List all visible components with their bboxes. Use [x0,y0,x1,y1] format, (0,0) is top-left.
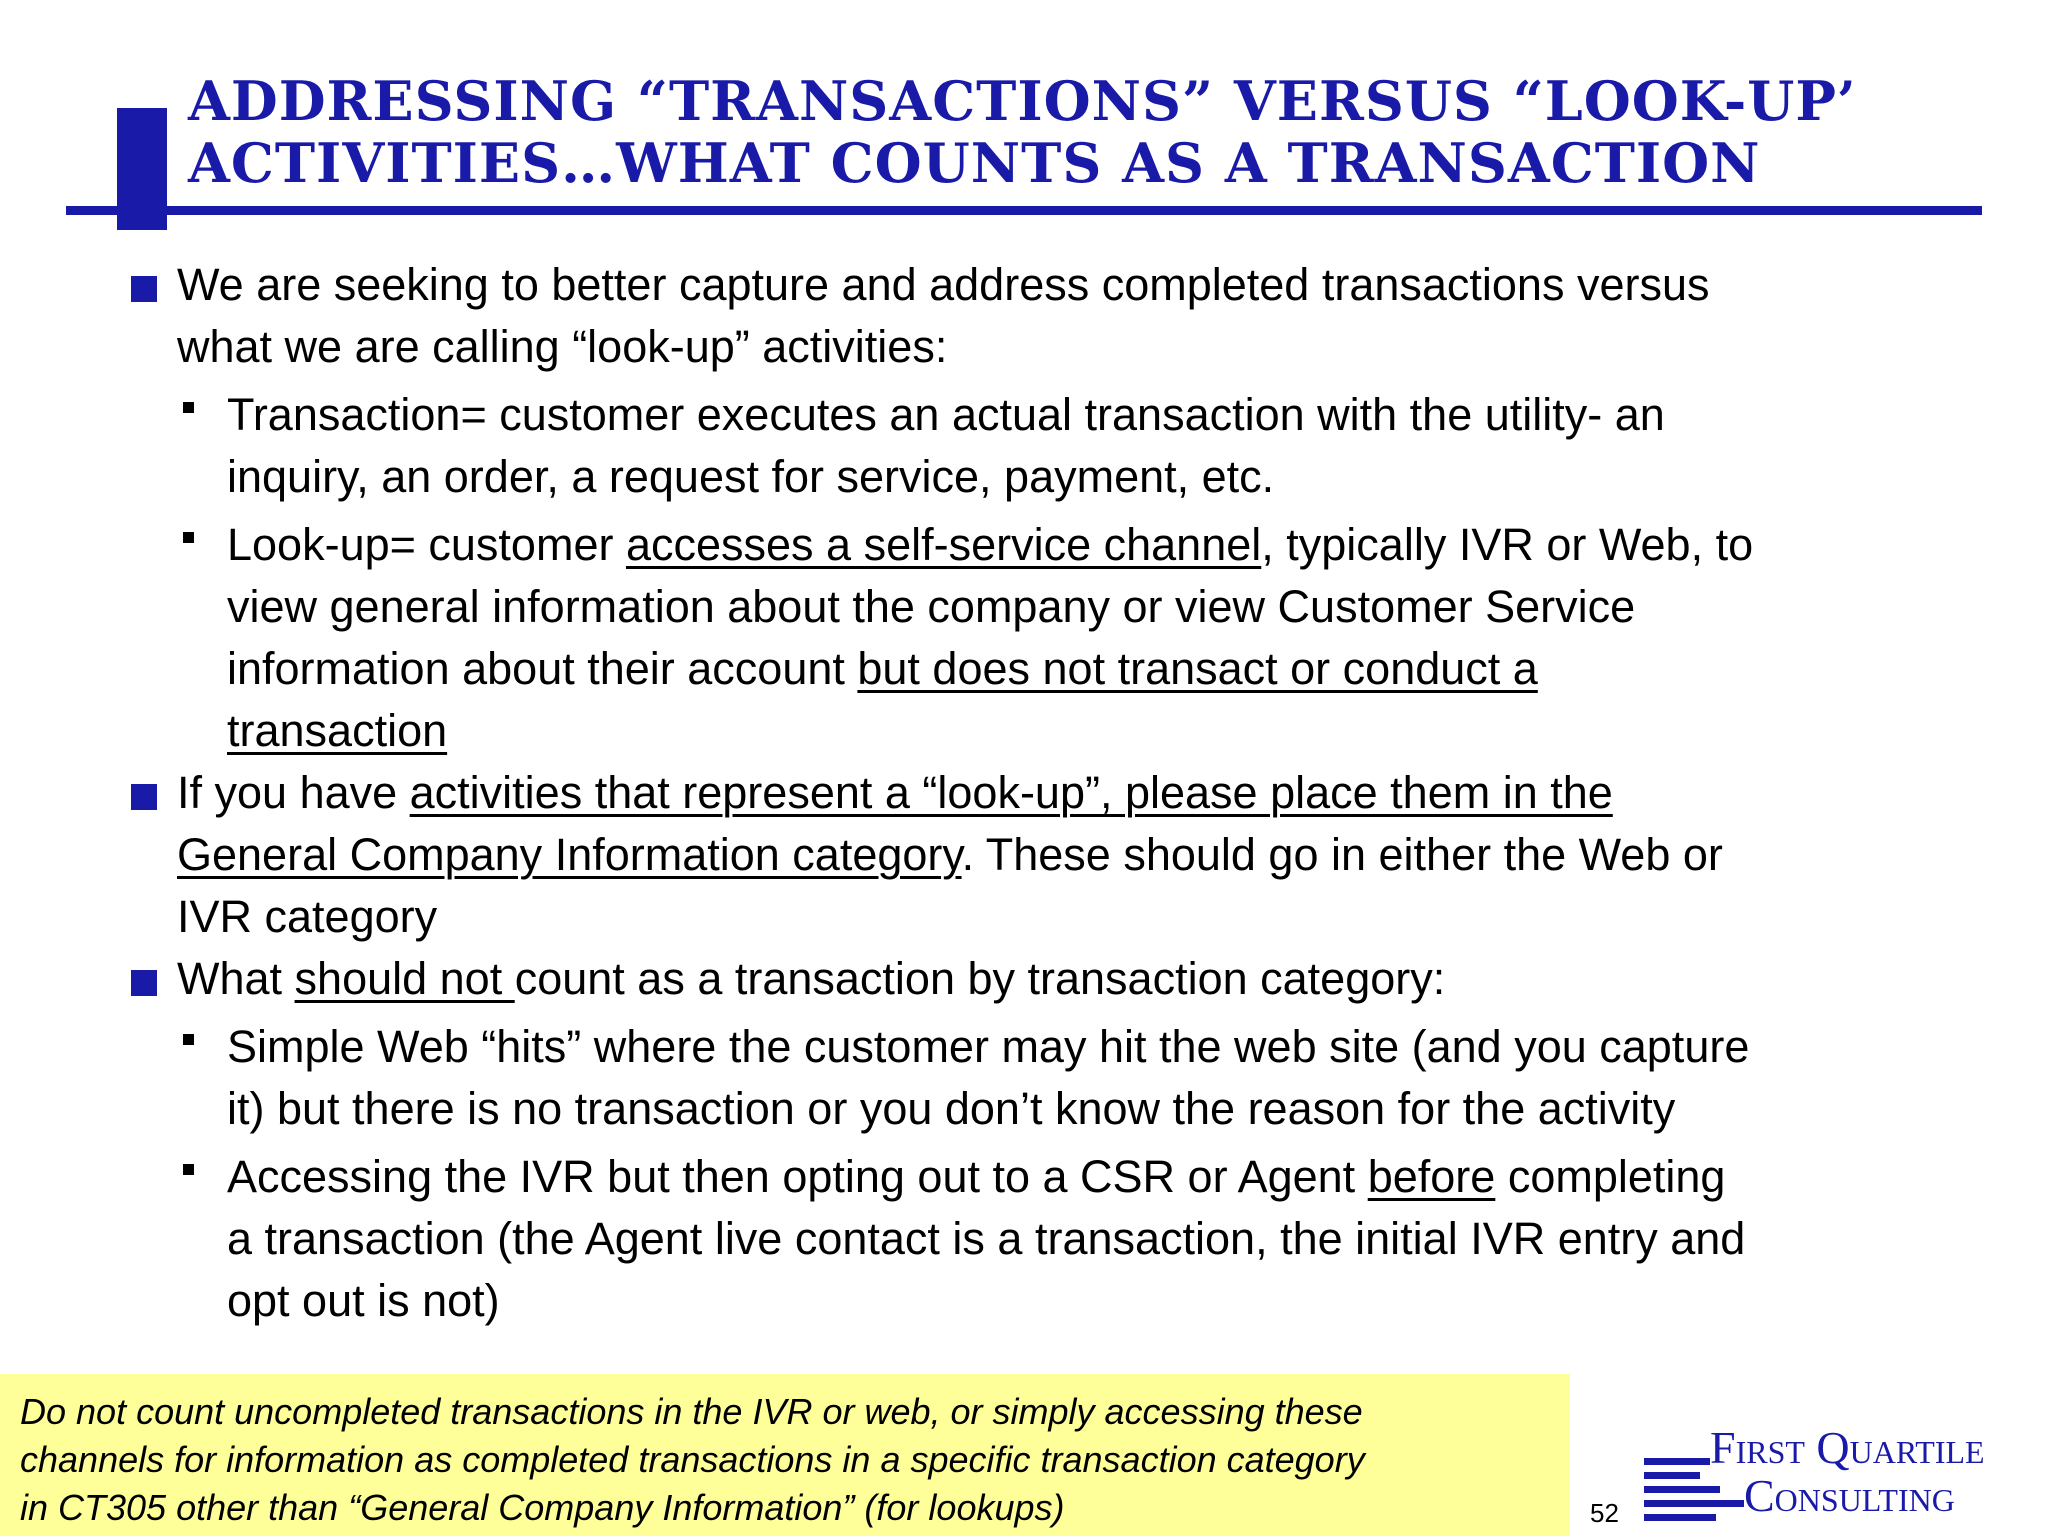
logo-text-line-2: Consulting [1744,1470,1955,1521]
sub-bullet-lookup-definition: Look-up= customer accesses a self-service channel, typically IVR or Web, to view general information about the company or view Customer Service information about their account but does not transact or conduct a transaction [227,514,1977,762]
logo-stripe [1644,1514,1716,1521]
sub-bullet-web-hits: Simple Web “hits” where the customer may hit the web site (and you capture it) but there is no transaction or you don’t know the reason for the activity [227,1016,1977,1140]
slide-body [0,254,2048,1332]
callout-note [0,1374,1570,1536]
logo-stripe [1644,1500,1744,1507]
bullet-lookup-placement: If you have activities that represent a “look-up”, please place them in the General Company Information category. These should go in either the Web or IVR category [177,762,1977,948]
note-line-3: in CT305 other than “General Company Information” (for lookups) [20,1487,1065,1528]
logo-stripe [1644,1458,1710,1465]
sub-bullet-transaction-definition: Transaction= customer executes an actual transaction with the utility- an inquiry, an order, a request for service, payment, etc. [227,384,1977,508]
note-line-1: Do not count uncompleted transactions in the IVR or web, or simply accessing these [20,1391,1363,1432]
logo-text-line-1: First Quartile [1710,1422,1985,1473]
company-logo [1640,1424,2040,1524]
logo-stripe [1644,1472,1700,1479]
page-number: 52 [1590,1498,1619,1528]
bullet-transactions-vs-lookup: We are seeking to better capture and address completed transactions versus what we are calling “look-up” activities: [177,254,1977,378]
title-line-2: ACTIVITIES…WHAT COUNTS AS A TRANSACTION [188,131,1761,195]
title-line-1: ADDRESSING “TRANSACTIONS” VERSUS “LOOK-UP’ [188,69,1857,133]
logo-stripe [1644,1486,1720,1493]
slide-title [188,70,1988,194]
note-line-2: channels for information as completed transactions in a specific transaction category [20,1439,1365,1480]
sub-bullet-ivr-opt-out: Accessing the IVR but then opting out to a CSR or Agent before completing a transaction (the Agent live contact is a transaction, the initial IVR entry and opt out is not) [227,1146,1977,1332]
bullet-should-not-count: What should not count as a transaction by transaction category: [177,948,1977,1010]
title-underline-rule [66,206,1982,215]
